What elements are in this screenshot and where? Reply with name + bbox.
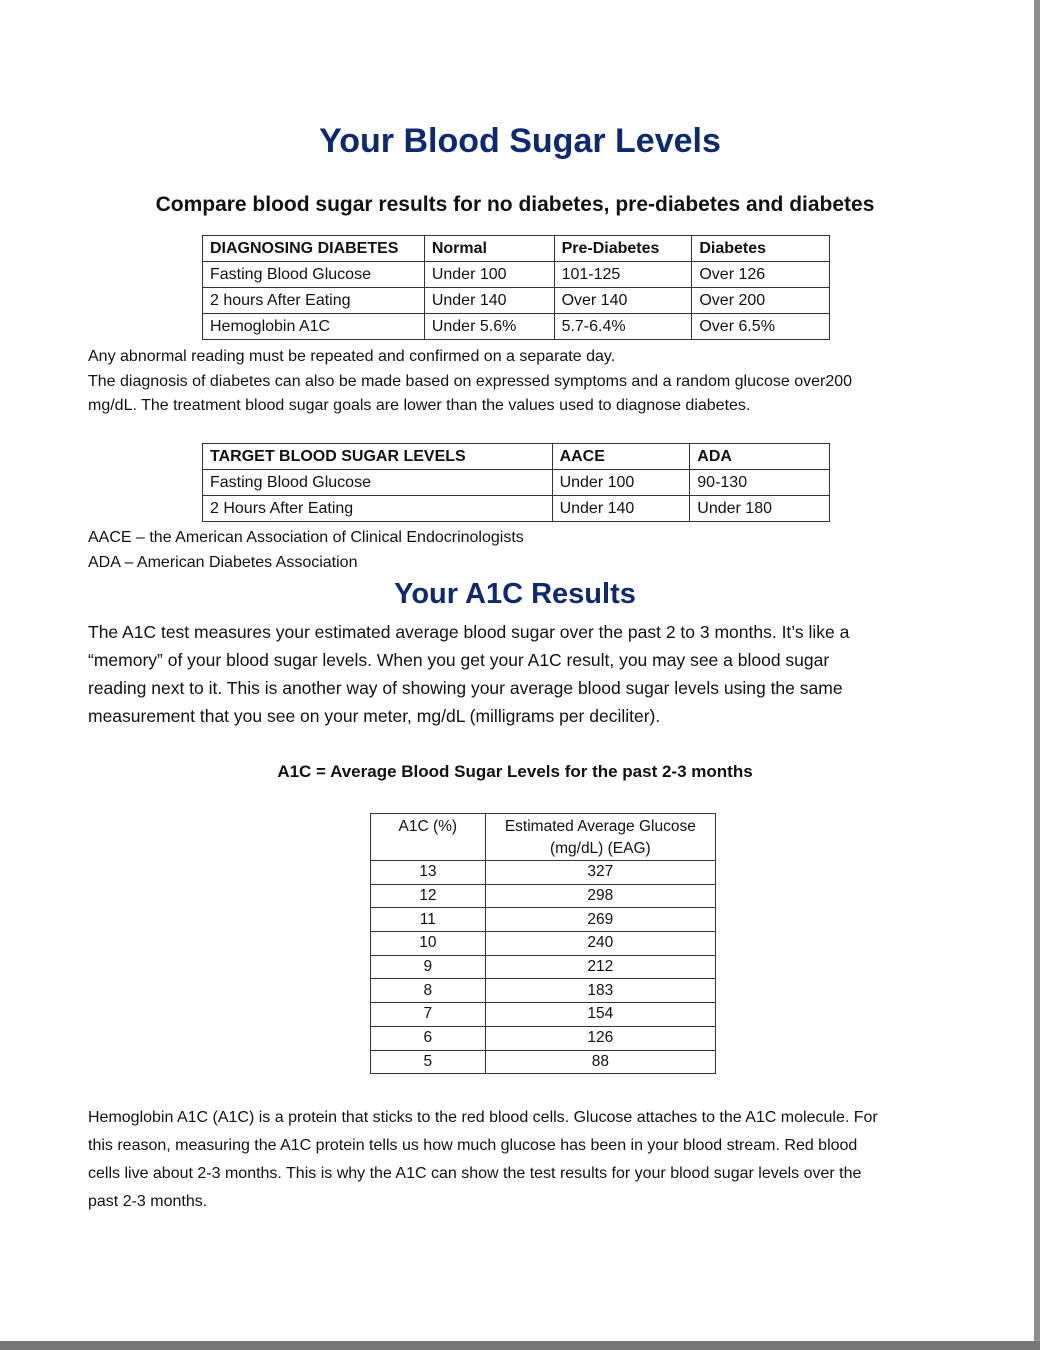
table-cell: 6 <box>371 1026 486 1050</box>
a1c-eag-table <box>370 813 716 1074</box>
table-row <box>371 979 716 1003</box>
table-cell: Fasting Blood Glucose <box>203 262 425 288</box>
table-cell: Over 126 <box>692 262 830 288</box>
table-cell: 10 <box>371 932 486 956</box>
table-row <box>203 470 830 496</box>
a1c-section-title: Your A1C Results <box>394 578 636 610</box>
a1c-percent-header: A1C (%) <box>371 814 486 861</box>
table-row <box>371 1026 716 1050</box>
table-header-cell: DIAGNOSING DIABETES <box>203 236 425 262</box>
eag-header-line2: (mg/dL) (EAG) <box>549 840 651 857</box>
table-cell: 269 <box>485 908 715 932</box>
table-row <box>371 908 716 932</box>
table-cell: Hemoglobin A1C <box>203 314 425 340</box>
a1c-closing-line: past 2-3 months. <box>88 1193 208 1210</box>
diagnosing-diabetes-table <box>202 235 830 340</box>
page-subtitle: Compare blood sugar results for no diabetes, pre-diabetes and diabetes <box>155 193 875 216</box>
a1c-closing-line: this reason, measuring the A1C protein tells us how much glucose has been in your blood stream. Red blood <box>88 1137 858 1154</box>
table-cell: 90-130 <box>690 470 830 496</box>
table-cell: 2 Hours After Eating <box>203 496 553 522</box>
table-row <box>371 861 716 885</box>
eag-header-line1: Estimated Average Glucose <box>504 818 696 835</box>
a1c-closing-line: Hemoglobin A1C (A1C) is a protein that sticks to the red blood cells. Glucose attaches to the A1C molecule. For <box>88 1109 878 1126</box>
table-cell: 212 <box>485 955 715 979</box>
table-cell: Over 6.5% <box>692 314 830 340</box>
table-header-cell: TARGET BLOOD SUGAR LEVELS <box>203 444 553 470</box>
table-cell: 2 hours After Eating <box>203 288 425 314</box>
table-cell: Fasting Blood Glucose <box>203 470 553 496</box>
ada-definition: ADA – American Diabetes Association <box>88 554 358 571</box>
table-row <box>371 955 716 979</box>
table-header-cell: ADA <box>690 444 830 470</box>
table-row <box>371 1050 716 1074</box>
table-cell: 240 <box>485 932 715 956</box>
table-cell: 13 <box>371 861 486 885</box>
aace-definition: AACE – the American Association of Clinical Endocrinologists <box>88 529 524 546</box>
diagnosis-note-line1: The diagnosis of diabetes can also be made based on expressed symptoms and a random glucose over200 <box>88 373 853 390</box>
table-cell: 88 <box>485 1050 715 1074</box>
table-header-cell: AACE <box>552 444 690 470</box>
viewer-background-right <box>1034 0 1040 1350</box>
table-row <box>371 1003 716 1027</box>
page-title: Your Blood Sugar Levels <box>319 122 721 160</box>
table-header-row <box>371 814 716 861</box>
table-cell: Under 100 <box>424 262 554 288</box>
a1c-closing-paragraph <box>88 1104 938 1216</box>
table-cell: 327 <box>485 861 715 885</box>
table-row <box>371 884 716 908</box>
table-cell: 9 <box>371 955 486 979</box>
table-cell: 12 <box>371 884 486 908</box>
table-row <box>203 314 830 340</box>
eag-header <box>485 814 715 861</box>
table-cell: Over 140 <box>554 288 692 314</box>
a1c-intro-line: “memory” of your blood sugar levels. When you get your A1C result, you may see a blood sugar <box>88 650 830 670</box>
table-cell: 298 <box>485 884 715 908</box>
a1c-intro-line: reading next to it. This is another way of showing your average blood sugar levels using the same <box>88 678 843 698</box>
table-cell: 5.7-6.4% <box>554 314 692 340</box>
table-header-cell: Pre-Diabetes <box>554 236 692 262</box>
table-cell: 8 <box>371 979 486 1003</box>
table-row <box>203 496 830 522</box>
table-cell: Over 200 <box>692 288 830 314</box>
table-row <box>203 262 830 288</box>
target-blood-sugar-table <box>202 443 830 522</box>
table-cell: 154 <box>485 1003 715 1027</box>
table-cell: 7 <box>371 1003 486 1027</box>
abnormal-reading-note: Any abnormal reading must be repeated and confirmed on a separate day. <box>88 348 616 365</box>
table-cell: Under 5.6% <box>424 314 554 340</box>
table-cell: 183 <box>485 979 715 1003</box>
table-cell: 101-125 <box>554 262 692 288</box>
table-cell: 5 <box>371 1050 486 1074</box>
table-header-cell: Diabetes <box>692 236 830 262</box>
table-row <box>203 288 830 314</box>
table-header-row <box>203 236 830 262</box>
table-header-row <box>203 444 830 470</box>
table-cell: 126 <box>485 1026 715 1050</box>
a1c-closing-line: cells live about 2-3 months. This is why the A1C can show the test results for your blood sugar levels over the <box>88 1165 862 1182</box>
a1c-intro-line: The A1C test measures your estimated average blood sugar over the past 2 to 3 months. It’s like a <box>88 622 850 642</box>
table-cell: Under 140 <box>552 496 690 522</box>
table-cell: Under 100 <box>552 470 690 496</box>
table-cell: Under 180 <box>690 496 830 522</box>
diagnosis-note-line2: mg/dL. The treatment blood sugar goals are lower than the values used to diagnose diabetes. <box>88 397 751 414</box>
a1c-intro-paragraph <box>88 618 918 730</box>
table-row <box>371 932 716 956</box>
table-header-cell: Normal <box>424 236 554 262</box>
a1c-table-caption: A1C = Average Blood Sugar Levels for the past 2-3 months <box>277 762 753 781</box>
viewer-background-bottom <box>0 1341 1040 1350</box>
table-cell: 11 <box>371 908 486 932</box>
a1c-intro-line: measurement that you see on your meter, mg/dL (milligrams per deciliter). <box>88 706 661 726</box>
table-cell: Under 140 <box>424 288 554 314</box>
